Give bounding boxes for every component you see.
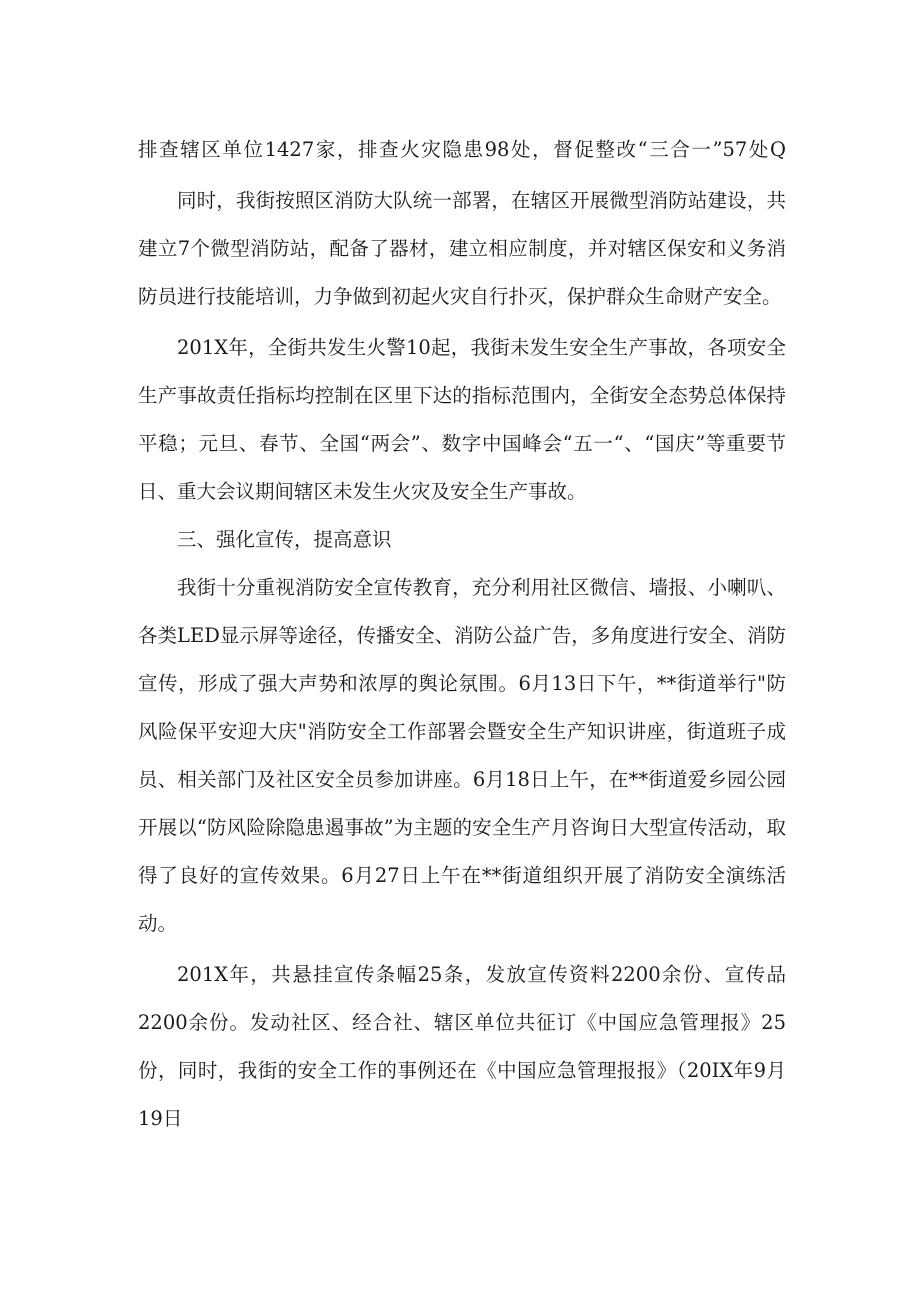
paragraph-publicity-activities: 我街十分重视消防安全宣传教育，充分利用社区微信、墙报、小喇叭、各类LED显示屏等途径，传播安全、消防公益广告，多角度进行安全、消防宣传，形成了强大声势和浓厚的舆论氛围。6月13日下午，**街道举行"防风险保平安迎大庆"消防安全工作部署会暨安全生产知识讲座，街道班子成员、相关部门及社区安全员参加讲座。6月18日上午，在**街道爱乡园公园开展以“防风险除隐患遏事故”为主题的安全生产月咨询日大型宣传活动，取得了良好的宣传效果。6月27日上午在**街道组织开展了消防安全演练活动。 [138,576,786,935]
paragraph-publicity-statistics: 201X年，共悬挂宣传条幅25条，发放宣传资料2200余份、宣传品2200余份。发动社区、经合社、辖区单位共征订《中国应急管理报》25份，同时，我街的安全工作的事例还在《中国应急管理报报》（20IX年9月19日 [138,963,786,1130]
paragraph-safety-record: 201X年，全街共发生火警10起，我街未发生安全生产事故，各项安全生产事故责任指标均控制在区里下达的指标范围内，全街安全态势总体保持平稳；元旦、春节、全国“两会”、数字中国峰会“五一“、“国庆”等重要节日、重大会议期间辖区未发生火灾及安全生产事故。 [138,336,786,503]
section-heading-publicity [138,516,786,564]
paragraph-micro-fire-stations: 同时，我街按照区消防大队统一部署，在辖区开展微型消防站建设，共建立7个微型消防站，配备了器材，建立相应制度，并对辖区保安和义务消防员进行技能培训，力争做到初起火灾自行扑灭，保护群众生命财产安全。 [138,189,786,308]
section-heading-text: 三、强化宣传，提高意识 [177,528,392,551]
paragraph-inspection-results: 排查辖区单位1427家，排查火灾隐患98处，督促整改“三合一”57处Q [138,138,786,161]
document-body [138,126,786,1143]
